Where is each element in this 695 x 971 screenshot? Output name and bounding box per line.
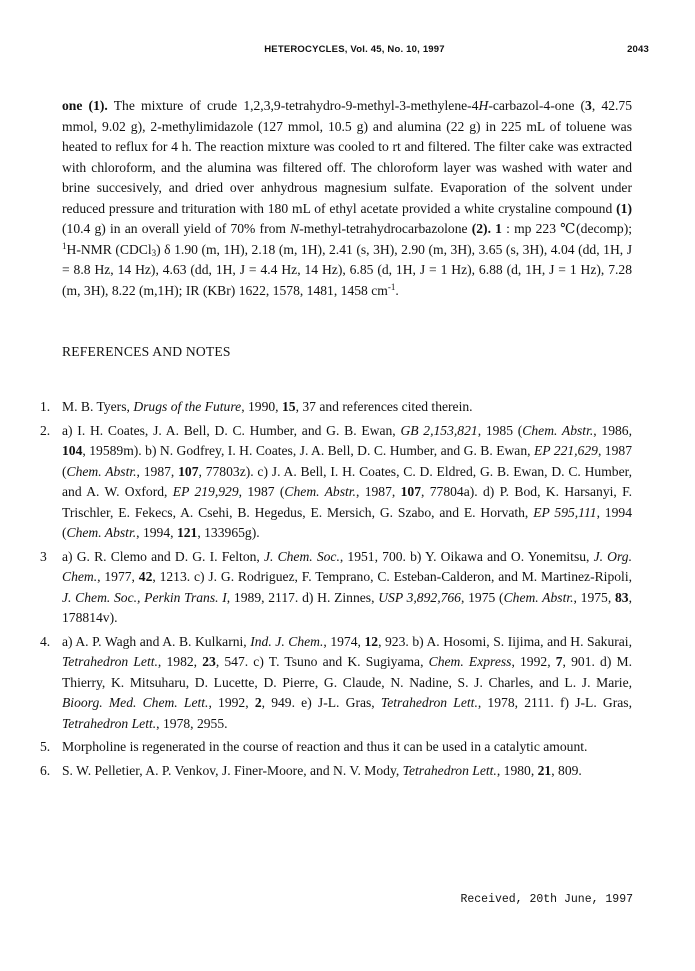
- reference-text: a) A. P. Wagh and A. B. Kulkarni, Ind. J. Chem., 1974, 12, 923. b) A. Hosomi, S. Iijima, and H. Sakurai, Tetrahedron Lett., 1982, 23, 547. c) T. Tsuno and K. Sugiyama, Chem. Express, 1992, 7, 901. d) M. Thierry, K. Mitsuharu, D. Lucette, D. Pierre, G. Claude, N. Nadine, S. J. Charles, and L. J. Marie, Bioorg. Med. Chem. Lett., 1992, 2, 949. e) J-L. Gras, Tetrahedron Lett., 1978, 2111. f) J-L. Gras, Tetrahedron Lett., 1978, 2955.: [62, 633, 633, 731]
- page-number: 2043: [627, 44, 649, 55]
- running-head: [60, 44, 649, 60]
- reference-number: 2.: [40, 422, 51, 438]
- text-run: EP 221,629: [533, 443, 598, 458]
- text-run: 1: [495, 221, 502, 236]
- text-run: (2).: [471, 221, 491, 236]
- section-heading: REFERENCES AND NOTES: [62, 344, 231, 359]
- text-run: Tetrahedron Lett.: [62, 715, 157, 731]
- text-run: J. Chem. Soc.: [263, 548, 340, 564]
- paragraph-text: one (1). The mixture of crude 1,2,3,9-tetrahydro-9-methyl-3-methylene-4H-carbazol-4-one (3, 42.75 mmol, 9.02 g), 2-methylimidazole (127 mmol, 10.5 g) and alumina (22 g) in 225 mL of toluene was heated to reflux for 4 h. The reaction mixture was cooled to rt and filtered. The filter cake was extracted with chloroform, and the alumina was filtered off. The chloroform layer was washed with water and brine succesively, and dried over anhydrous magnesium sulfate. Evaporation of the solvent under reduced pressure and trituration with 180 mL of ethyl acetate provided a white crystaline compound (1) (10.4 g) in an overall yield of 70% from N-methyl-tetrahydrocarbazolone (2). 1 : mp 223 ℃(decomp); $^1$H-NMR (CDCl$_3$) δ 1.90 (m, 1H), 2.18 (m, 1H), 2.41 (s, 3H), 2.90 (m, 3H), 3.65 (s, 3H), 4.04 (dd, 1H, J = 8.8 Hz, 14 Hz), 4.63 (dd, 1H, J = 4.4 Hz, 14 Hz), 6.85 (d, 1H, J = 1 Hz), 6.88 (d, 1H, J = 1 Hz), 7.28 (m, 3H), 8.22 (m,1H); IR (KBr) 1622, 1578, 1481, 1458 $cm^{-1}$.: [62, 98, 633, 298]
- reference-item: [40, 737, 632, 758]
- text-run: 15: [281, 399, 296, 414]
- text-run: 104: [62, 443, 83, 458]
- reference-number: 1.: [40, 399, 51, 414]
- text-run: Tetrahedron Lett.: [402, 762, 497, 778]
- reference-item: [40, 421, 632, 544]
- text-run: -1: [387, 281, 396, 292]
- received-date: Received, 20th June, 1997: [460, 893, 633, 906]
- text-run: Chem. Abstr.: [284, 484, 356, 499]
- text-run: 7: [555, 654, 563, 669]
- reference-item: [40, 397, 632, 418]
- text-run: Tetrahedron Lett.: [380, 695, 478, 710]
- text-run: 3: [151, 247, 157, 258]
- reference-list: [40, 397, 632, 784]
- text-run: Tetrahedron Lett.: [62, 654, 158, 669]
- reference-text: S. W. Pelletier, A. P. Venkov, J. Finer-Moore, and N. V. Mody, Tetrahedron Lett., 1980, 21, 809.: [62, 762, 582, 778]
- text-run: 107: [400, 484, 421, 499]
- experimental-paragraph: [62, 96, 632, 301]
- text-run: Chem. Abstr.: [503, 589, 574, 605]
- text-run: 1: [62, 240, 67, 251]
- text-run: 121: [176, 525, 198, 540]
- text-run: 21: [537, 762, 552, 778]
- text-run: 3: [585, 98, 592, 113]
- text-run: N: [290, 221, 300, 236]
- text-run: Chem. Express: [428, 654, 512, 669]
- text-run: 83: [614, 589, 629, 605]
- text-run: (1): [616, 200, 632, 216]
- text-run: 2: [254, 695, 262, 710]
- reference-item: [40, 761, 632, 782]
- reference-number: 6.: [40, 762, 51, 778]
- text-run: J. Chem. Soc., Perkin Trans. I: [62, 589, 227, 605]
- reference-text: Morpholine is regenerated in the course of reaction and thus it can be used in a catalytic amount.: [62, 739, 588, 754]
- text-run: Drugs of the Future: [133, 399, 242, 414]
- text-run: Ind. J. Chem.: [250, 633, 324, 649]
- reference-number: 4.: [40, 633, 51, 649]
- reference-text: M. B. Tyers, Drugs of the Future, 1990, 15, 37 and references cited therein.: [62, 399, 473, 414]
- reference-text: a) G. R. Clemo and D. G. I. Felton, J. Chem. Soc., 1951, 700. b) Y. Oikawa and O. Yonemitsu, J. Org. Chem., 1977, 42, 1213. c) J. G. Rodriguez, F. Temprano, C. Esteban-Calderon, and M. Martinez-Ripoli, J. Chem. Soc., Perkin Trans. I, 1989, 2117. d) H. Zinnes, USP 3,892,766, 1975 (Chem. Abstr., 1975, 83, 178814v).: [62, 548, 632, 625]
- text-run: Chem. Abstr.: [66, 463, 137, 479]
- text-run: H: [478, 98, 489, 113]
- reference-item: [40, 632, 632, 735]
- journal-citation: HETEROCYCLES, Vol. 45, No. 10, 1997: [264, 44, 445, 55]
- text-run: USP 3,892,766: [378, 589, 461, 605]
- text-run: J. Org. Chem.: [62, 548, 632, 584]
- text-run: one (1).: [62, 98, 108, 113]
- reference-number: 5.: [40, 739, 51, 754]
- reference-item: [40, 547, 632, 629]
- text-run: Bioorg. Med. Chem. Lett.: [62, 695, 209, 710]
- text-run: 23: [202, 654, 216, 669]
- text-run: EP 595,111: [533, 504, 597, 520]
- text-run: 12: [364, 633, 379, 649]
- text-run: Chem. Abstr.: [522, 422, 594, 438]
- text-run: 42: [138, 569, 153, 584]
- reference-number: 3: [40, 548, 47, 564]
- text-run: 107: [178, 463, 199, 479]
- text-run: Chem. Abstr.: [66, 525, 137, 540]
- reference-text: a) I. H. Coates, J. A. Bell, D. C. Humber, and G. B. Ewan, GB 2,153,821, 1985 (Chem. Abstr., 1986, 104, 19589m). b) N. Godfrey, I. H. Coates, J. A. Bell, D. C. Humber, and G. B. Ewan, EP 221,629, 1987 (Chem. Abstr., 1987, 107, 77803z). c) J. A. Bell, I. H. Coates, C. D. Eldred, G. B. Ewan, D. C. Humber, and A. W. Oxford, EP 219,929, 1987 (Chem. Abstr., 1987, 107, 77804a). d) P. Bod, K. Harsanyi, F. Trischler, E. Fekecs, A. Csehi, B. Hegedus, E. Mersich, G. Szabo, and E. Horvath, EP 595,111, 1994 (Chem. Abstr., 1994, 121, 133965g).: [62, 422, 633, 540]
- text-run: GB 2,153,821: [400, 422, 478, 438]
- text-run: EP 219,929: [172, 484, 239, 499]
